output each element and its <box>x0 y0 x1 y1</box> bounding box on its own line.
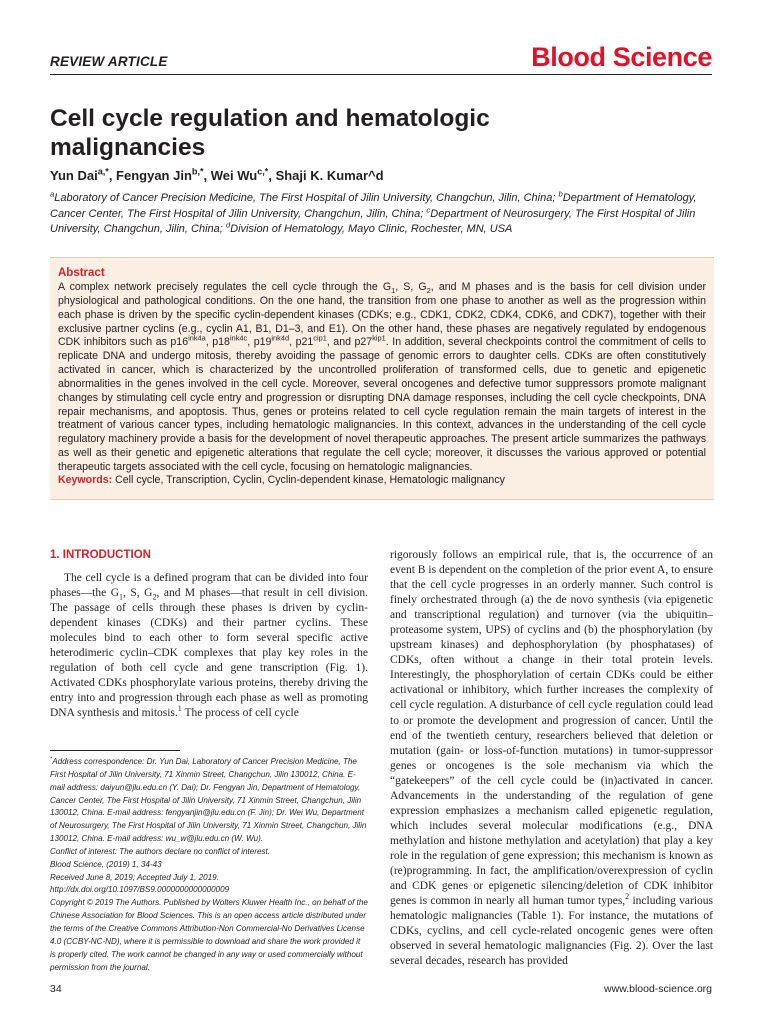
keywords <box>58 474 706 486</box>
doi-link[interactable]: http://dx.doi.org/10.1097/BS9.0000000000000009 <box>50 885 230 895</box>
author-list: Yun Dai$^{a,*}$, Fengyan Jin$^{b,*}$, Wei $Wu^{c,*}$, Shaji K. Kumar^d <box>50 166 384 183</box>
section-heading-introduction: 1. INTRODUCTION <box>50 549 151 561</box>
body-text-column-left: The cell cycle is a defined program that can be divided into four phases—the $G_1$, S, $G_2$, and M phases—that result in cell division. The passage of cells through these phases is driven by cyclin-dependent kinases (CDKs) and their partner cyclins. These molecules bind to each other to form several specific active heterodimeric cyclin–CDK complexes that play key roles in the regulation of both cell cycle and gene transcription (Fig. 1). Activated CDKs phosphorylate various proteins, thereby driving the entry into and progression through each phase as well as promoting DNA synthesis and mitosis.$^1$ The process of cell cycle <box>50 572 369 720</box>
conflict-note: Conflict of interest: The authors declare no conflict of interest. <box>50 846 270 856</box>
citation-note: Blood Science, (2019) 1, 34-43 <box>50 859 162 869</box>
keywords-list: Cell cycle, Transcription, Cyclin, Cyclin-dependent kinase, Hematologic malignancy <box>115 474 505 486</box>
correspondence-note: *Address correspondence: Dr. Yun Dai, Laboratory of Cancer Precision Medicine, The First Hospital of Jilin University, 71 Xinmin Street, Changchun, Jilin 130012, China. E-mail address: daiyun@jlu.edu.cn (Y. Dai); Dr. Fengyan Jin, Department of Hematology, Cancer Center, The First Hospital of Jilin University, 71 Xinmin Street, Changchun, Jilin 130012, China. E-mail address: fengyanjin@jlu.edu.cn (F. Jin); Dr. Wei Wu, Department of Neurosurgery, The First Hospital of Jilin University, 71 Xinmin Street, Changchun, Jilin 130012, China. E-mail address: wu_w@jlu.edu.cn (W. Wu). <box>50 756 367 844</box>
page-number: 34 <box>50 983 62 995</box>
article-title: Cell cycle regulation and hematologic malignancies <box>50 105 490 161</box>
footnotes <box>50 756 368 974</box>
abstract-text: A complex network precisely regulates the cell cycle through the $G_1$, S, $G_2$, and M phases and is the basis for cell division under physiological and pathological conditions. On the one hand, the transition from one phase to another as well as the progression within each phase is driven by the specific cyclin-dependent kinases (CDKs; e.g., CDK1, CDK2, CDK4, CDK6, and CDK7), together with their exclusive partner cyclins (e.g., cyclin A1, B1, D1–3, and E1). On the other hand, these phases are negatively regulated by endogenous CDK inhibitors such as $p16^{ink4a}$, $p18^{ink4c}$, $p19^{ink4d}$, $p21^{cip1}$, and $p27^{kip1}$. In addition, several checkpoints control the commitment of cells to replicate DNA and undergo mitosis, thereby avoiding the passage of genomic errors to daughter cells. CDKs are often constitutively activated in cancer, which is characterized by the uncontrolled proliferation of transformed cells, due to genetic and epigenetic abnormalities in the genes involved in the cell cycle. Moreover, several oncogenes and defective tumor suppressors promote malignant changes by stimulating cell cycle entry and progression or disrupting DNA damage responses, including the cell cycle checkpoints, DNA repair mechanisms, and apoptosis. Thus, genes or proteins related to cell cycle regulation remain the main targets of interest in the treatment of various cancer types, including hematologic malignancies. In this context, advances in the understanding of the cell cycle regulatory machinery provide a basis for the development of novel therapeutic approaches. The present article summarizes the pathways as well as their genetic and epigenetic alterations that regulate the cell cycle; moreover, it discusses the various approved or potential therapeutic targets associated with the cell cycle, focusing on hematologic malignancies. <box>58 281 706 473</box>
keywords-label: Keywords: <box>58 474 113 486</box>
body-text-column-right: rigorously follows an empirical rule, that is, the occurrence of an event B is dependent on the completion of the prior event A, to ensure that the cell cycle progresses in an orderly manner. Such control is finely orchestrated through (a) the de novo synthesis (via epigenetic and transcriptional regulation) and turnover (via the ubiquitin–proteasome system, UPS) of cyclins and (b) the phosphorylation (by upstream kinases) and dephosphorylation (by phosphatases) of CDKs, often without a change in their total protein levels. Interestingly, the phosphorylation of certain CDKs could be either activational or inhibitory, which further increases the complexity of cell cycle regulation. A disturbance of cell cycle regulation could lead to or promote the development and progression of cancer. Until the end of the twentieth century, researchers believed that deletion or mutation (gain- or loss-of-function mutations) in tumor-suppressor genes or oncogenes is the sole mechanism via which the “gatekeepers” of the cell cycle could be (in)activated in cancer. Advancements in the understanding of the regulation of gene expression emphasizes a mechanism called epigenetic regulation, which includes several molecular modifications (e.g., DNA methylation and histone methylation and acetylation) that play a key role in the regulation of gene expression; this mechanism is known as (re)programming. In fact, the amplification/overexpression of cyclin and CDK genes or epigenetic silencing/deletion of CDK inhibitor genes is common in nearly all human tumor types,$^2$ including various hematologic malignancies (Table 1). For instance, the mutations of CDKs, cyclins, and cell cycle-related oncogenic genes were often observed in several hematologic malignancies (Fig. 2). Over the last several decades, research has provided <box>390 549 713 968</box>
journal-name: Blood Science <box>531 42 712 72</box>
abstract-heading: Abstract <box>58 267 105 279</box>
copyright-note: Copyright © 2019 The Authors. Published by Wolters Kluwer Health Inc., on behalf of the Chinese Association for Blood Sciences. This is an open access article distributed under the terms of the Creative Commons Attribution-Non Commercial-No Derivatives License 4.0 (CCBY-NC-ND), where it is permissible to download and share the work provided it is properly cited. The work cannot be changed in any way or used commercially without permission from the journal. <box>50 898 368 972</box>
journal-website-link[interactable]: www.blood-science.org <box>604 983 712 995</box>
received-note: Received June 8, 2019; Accepted July 1, 2019. <box>50 872 219 882</box>
section-label: REVIEW ARTICLE <box>50 54 168 69</box>
header-rule <box>50 74 712 75</box>
affiliations: $^a$Laboratory of Cancer Precision Medicine, The First Hospital of Jilin University, Changchun, Jilin, China; $^b$Department of Hematology, Cancer Center, The First Hospital of Jilin University, Changchun, Jilin, China; $^c$Department of Neurosurgery, The First Hospital of Jilin University, Changchun, Jilin, China; $^d$Division of Hematology, Mayo Clinic, Rochester, MN, USA <box>50 189 697 235</box>
footnote-rule <box>50 750 180 751</box>
